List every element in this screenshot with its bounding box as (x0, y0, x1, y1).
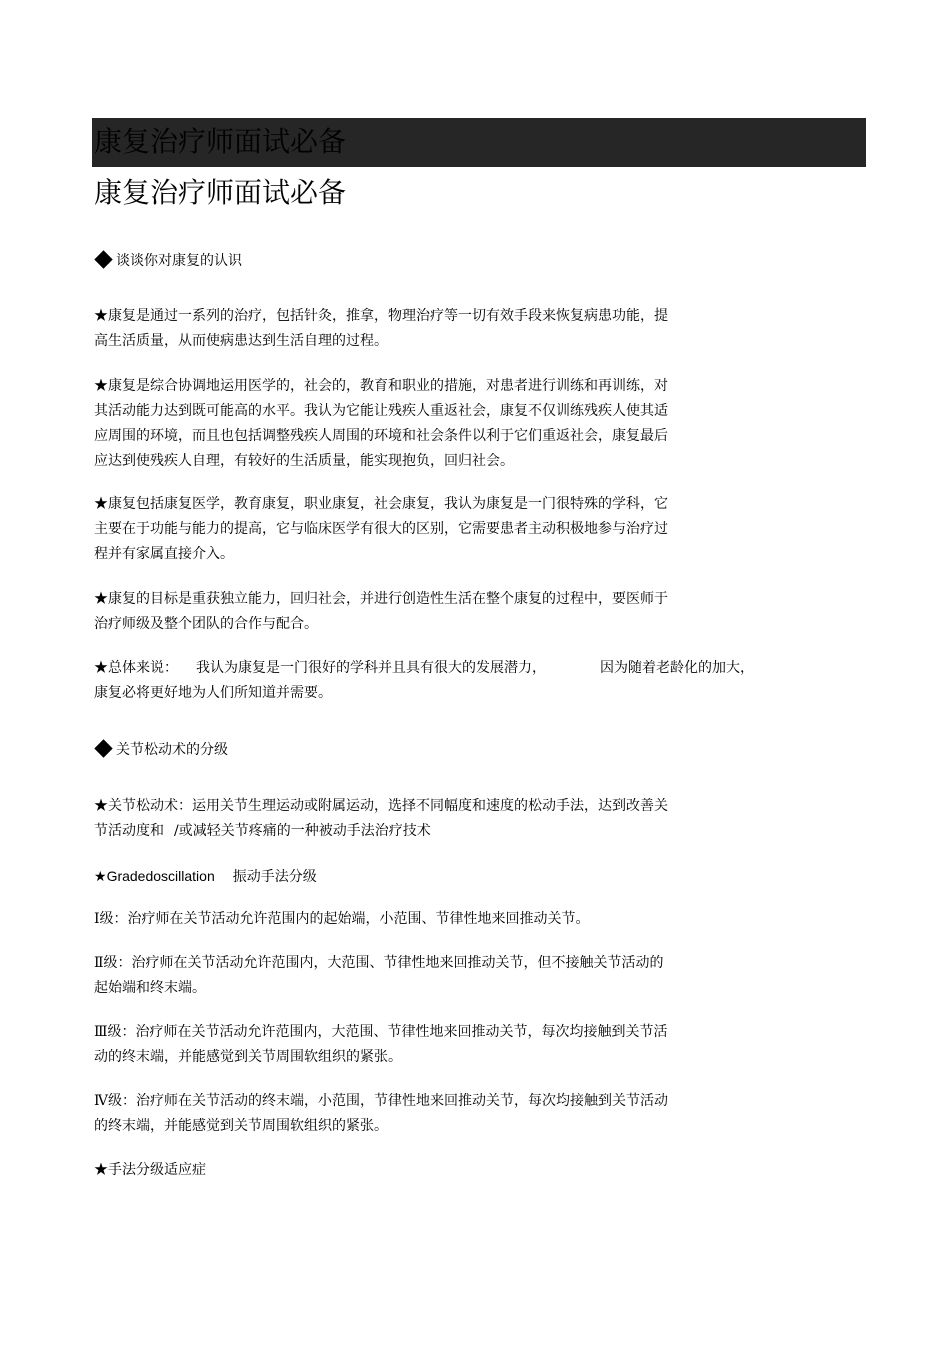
document-title: 康复治疗师面试必备 (94, 176, 347, 209)
text-segment: 振动手法分级 (232, 869, 317, 885)
paragraph-line: 应达到使残疾人自理，有较好的生活质量，能实现抱负，回归社会。 (94, 453, 514, 469)
paragraph-line: ★关节松动术：运用关节生理运动或附属运动，选择不同幅度和速度的松动手法，达到改善关 (94, 798, 668, 814)
grade-line: 起始端和终末端。 (94, 980, 206, 996)
summary-text: 我认为康复是一门很好的学科并且具有很大的发展潜力， (196, 660, 546, 676)
section-heading (94, 251, 242, 271)
paragraph-line: 程并有家属直接介入。 (94, 546, 234, 562)
summary-lead: ★总体来说： (94, 660, 178, 676)
grade-line: Ⅲ级：治疗师在关节活动允许范围内，大范围、节律性地来回推动关节，每次均接触到关节活 (94, 1024, 668, 1040)
paragraph-line: 主要在于功能与能力的提高，它与临床医学有很大的区别，它需要患者主动积极地参与治疗过 (94, 521, 668, 537)
grade-line: 的终末端，并能感觉到关节周围软组织的紧张。 (94, 1118, 388, 1134)
paragraph-line: ★康复是综合协调地运用医学的，社会的，教育和职业的措施，对患者进行训练和再训练，对 (94, 378, 668, 394)
star-bullet: ★ (94, 869, 107, 885)
paragraph-line: 应周围的环境，而且也包括调整残疾人周围的环境和社会条件以利于它们重返社会，康复最后 (94, 428, 668, 444)
paragraph-line: ★康复的目标是重获独立能力，回归社会，并进行创造性生活在整个康复的过程中，要医师于 (94, 591, 668, 607)
paragraph-line: 康复必将更好地为人们所知道并需要。 (94, 685, 332, 701)
paragraph-line (94, 866, 317, 887)
text-segment: /或减轻关节疼痛的一种被动手法治疗技术 (174, 823, 431, 839)
paragraph-line (94, 821, 431, 841)
paragraph-line: ★手法分级适应症 (94, 1162, 206, 1178)
english-term: Gradedoscillation (106, 868, 215, 884)
banner-title: 康复治疗师面试必备 (94, 125, 347, 158)
grade-line: Ⅱ级：治疗师在关节活动允许范围内，大范围、节律性地来回推动关节，但不接触关节活动的 (94, 955, 664, 971)
grade-line: Ⅰ级：治疗师在关节活动允许范围内的起始端，小范围、节律性地来回推动关节。 (94, 911, 590, 927)
diamond-bullet-icon (94, 739, 112, 757)
text-segment: 节活动度和 (94, 823, 164, 839)
grade-line: 动的终末端，并能感觉到关节周围软组织的紧张。 (94, 1049, 402, 1065)
grade-line: Ⅳ级：治疗师在关节活动的终末端，小范围，节律性地来回推动关节，每次均接触到关节活动 (94, 1093, 668, 1109)
paragraph-line: ★康复是通过一系列的治疗，包括针灸，推拿，物理治疗等一切有效手段来恢复病患功能，提 (94, 308, 668, 324)
paragraph-line: 高生活质量，从而使病患达到生活自理的过程。 (94, 333, 388, 349)
paragraph-line: ★康复包括康复医学，教育康复，职业康复，社会康复，我认为康复是一门很特殊的学科，它 (94, 496, 668, 512)
paragraph-line: 其活动能力达到既可能高的水平。我认为它能让残疾人重返社会，康复不仅训练残疾人使其适 (94, 403, 668, 419)
section-heading (94, 740, 228, 760)
paragraph-line: 治疗师级及整个团队的合作与配合。 (94, 616, 318, 632)
title-banner (92, 118, 866, 167)
diamond-bullet-icon (94, 250, 112, 268)
section-heading-text: 关节松动术的分级 (116, 742, 228, 758)
section-heading-text: 谈谈你对康复的认识 (116, 253, 242, 269)
paragraph-line (94, 658, 754, 678)
summary-text-cont: 因为随着老龄化的加大， (600, 660, 754, 676)
